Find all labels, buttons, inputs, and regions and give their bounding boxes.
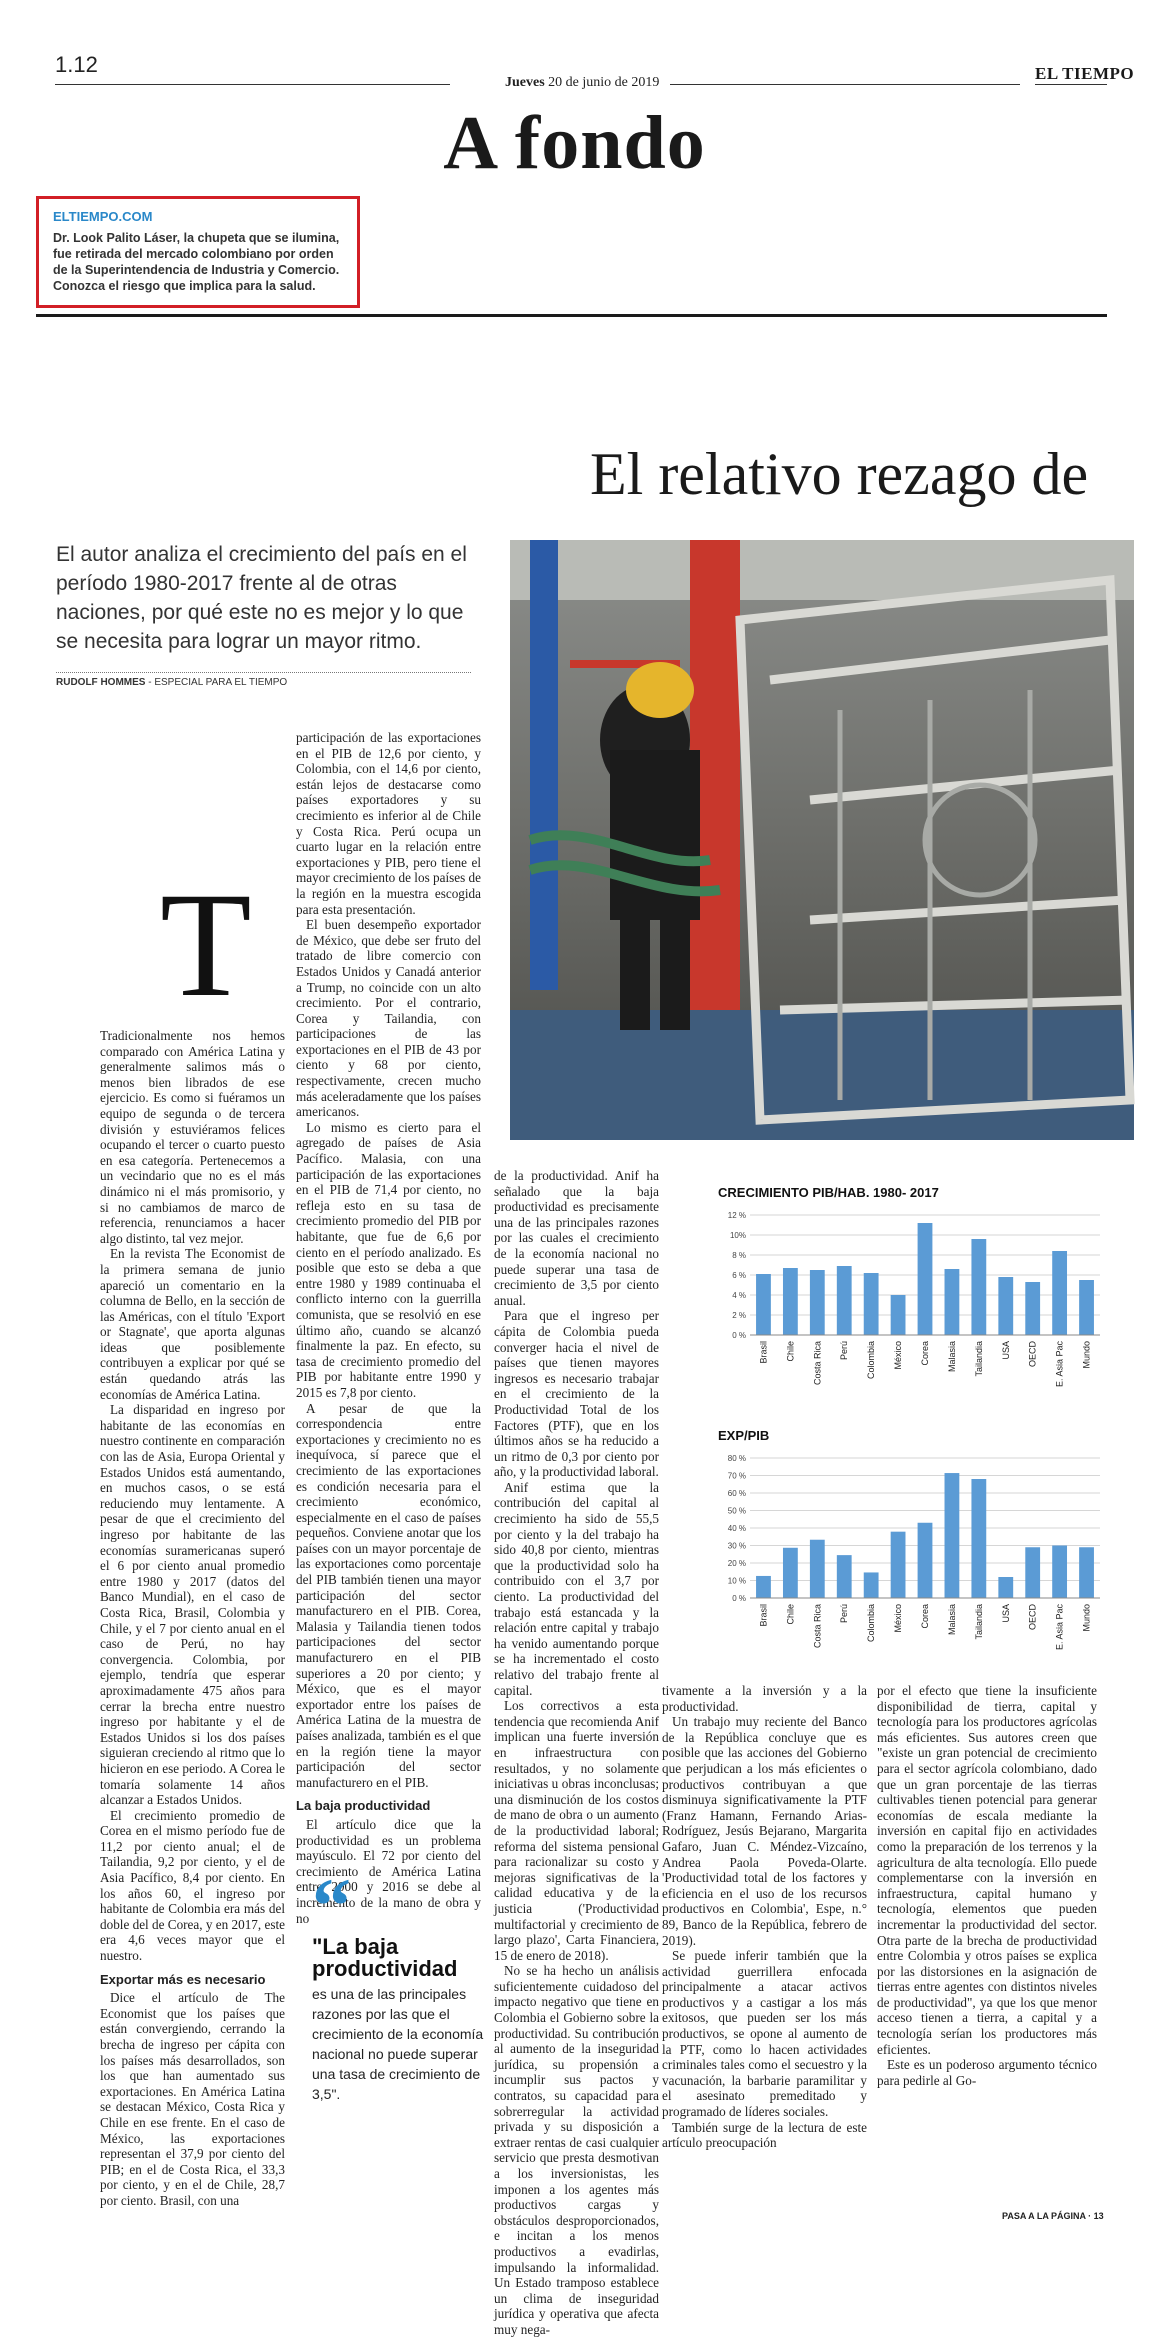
x-tick-label: Brasil <box>758 1341 769 1364</box>
paragraph: La disparidad en ingreso por habitante de las economías en nuestro continente en comparación con las de Asia, Europa Oriental y Estados Unidos está aumentando, en muchos casos, o se está reduciendo muy lentamente. A pesar de que el crecimiento del ingreso por habitante de las economías suramericanas superó el 6 por ciento anual promedio entre 1980 y 2017 (datos del Banco Mundial), en el caso de Costa Rica, Brasil, Colombia y Chile, y el 7 por ciento anual en el caso de Perú, no hay convergencia. Colombia, por ejemplo, tendría que esperar aproximadamente 475 años para cerrar la brecha entre nuestro ingreso por habitante y el de Estados Unidos si los dos países siguieran creciendo al ritmo que lo hicieron en ese periodo. A Corea le tomaría solamente 14 años alcanzar a Estados Unidos. <box>100 1402 285 1808</box>
x-tick-label: Brasil <box>758 1604 769 1627</box>
subhead: La baja productividad <box>296 1798 431 1814</box>
paragraph: tivamente a la inversión y a la productividad. <box>662 1683 867 1714</box>
chart-2-title: EXP/PIB <box>718 1428 770 1443</box>
article-column-1 <box>100 1028 285 2209</box>
paragraph: También surge de la lectura de este artículo preocupación <box>662 2119 867 2151</box>
page-number: 1.12 <box>55 52 98 77</box>
y-tick-label: 8 % <box>732 1251 746 1260</box>
bar-m-xico <box>891 1295 906 1335</box>
promo-text: Dr. Look Palito Láser, la chupeta que se ilumina, fue retirada del mercado colombiano por orden de la Superintendencia de Industria y Comercio. Conozca el riesgo que implica para la salud. <box>53 231 340 293</box>
x-tick-label: Malasia <box>946 1604 957 1636</box>
bar-e-asia-pac <box>1052 1251 1067 1335</box>
bar-colombia <box>864 1273 879 1335</box>
x-tick-label: Colombia <box>866 1604 877 1643</box>
bar-tailandia <box>971 1479 986 1598</box>
y-tick-label: 0 % <box>732 1331 746 1340</box>
y-tick-label: 0 % <box>732 1594 746 1603</box>
x-tick-label: E. Asia Pac <box>1054 1604 1065 1651</box>
y-tick-label: 4 % <box>732 1291 746 1300</box>
subhead: Exportar más es necesario <box>100 1971 266 1987</box>
paragraph: No se ha hecho un análisis suficientemente cuidadoso del impacto negativo que tiene en Colombia el Gobierno sobre la productividad. Su contribución al aumento de la inseguridad jurídica, su propensión a incumplir sus pactos y contratos, su capacidad para sobrerregular la actividad privada y su disposición a extraer rentas de casi cualquier servicio que presta desmotivan a los inversionistas, les imponen a los agentes más productivos cargas y obstáculos desproporcionados, e incitan a los menos productivos a evadirlas, impulsando la informalidad. Un Estado tramposo establece un clima de inseguridad jurídica y operativa que afecta muy nega- <box>494 1963 659 2337</box>
article-column-3 <box>494 1168 659 2338</box>
paragraph: Dice el artículo de The Economist que los países que están convergiendo, cerrando la brecha de ingreso per cápita con los países más desarrollados, son los que han aumentado sus exportaciones. En América Latina se destacan México, Costa Rica y Chile en ese frente. En el caso de México, las exportaciones representan el 37,9 por ciento del PIB; en el de Costa Rica, el 33,3 por ciento, y en el de Chile, 28,7 por ciento. Brasil, con una <box>100 1990 285 2208</box>
header-rule <box>36 314 1107 317</box>
y-tick-label: 10 % <box>727 1576 746 1586</box>
x-tick-label: Tailandia <box>973 1604 984 1640</box>
x-tick-label: Tailandia <box>973 1341 984 1377</box>
bar-malasia <box>945 1473 960 1598</box>
x-tick-label: Chile <box>785 1604 796 1625</box>
x-tick-label: USA <box>1000 1604 1011 1623</box>
drop-cap: T <box>160 862 252 1028</box>
header-rule-mid <box>670 84 1020 85</box>
date-day: Jueves <box>505 75 545 90</box>
bar-corea <box>918 1523 933 1598</box>
quote-mark-icon: “ <box>312 1862 351 1949</box>
bar-corea <box>918 1223 933 1335</box>
chart-2-exports-gdp <box>718 1448 1108 1670</box>
y-tick-label: 60 % <box>727 1489 746 1498</box>
turn-page-note: PASA A LA PÁGINA · 13 <box>1002 2211 1104 2221</box>
bar-chile <box>783 1268 798 1335</box>
bar-brasil <box>756 1576 771 1598</box>
byline <box>56 672 471 688</box>
bar-colombia <box>864 1572 879 1598</box>
section-title: A fondo <box>443 101 706 185</box>
x-tick-label: Mundo <box>1081 1604 1092 1632</box>
paragraph: El artículo dice que la productividad es un problema mayúsculo. El 72 por ciento del crecimiento de América Latina entre 2000 y 2016 se debe al incremento de la mano de obra y no <box>296 1816 481 1926</box>
paragraph: participación de las exportaciones en el PIB de 12,6 por ciento, y Colombia, con el 14,6 por ciento, están lejos de destacarse como países exportadores y su crecimiento es inferior al de Chile y Costa Rica. Perú ocupa un cuarto lugar en la relación entre exportaciones y PIB, pero tiene el mayor crecimiento de los países de la región en la muestra escogida para esta presentación. <box>296 730 481 917</box>
x-tick-label: México <box>893 1341 904 1370</box>
paragraph: En la revista The Economist de la primera semana de junio apareció un comentario en la columna de Bello, en la sección de las Américas, con el título 'Export or Stagnate', que aporta algunas ideas que posiblemente contribuyen a explicar por qué se están quedando atrás las economías de América Latina. <box>100 1246 285 1402</box>
bar-m-xico <box>891 1532 906 1598</box>
paragraph: Los correctivos a esta tendencia que recomienda Anif implican una fuerte inversión en infraestructura con resultados, y no solamente iniciativas u obras inconclusas; una disminución de los costos de mano de obra o un aumento de la productividad laboral; reforma del sistema pensional para racionalizar su costo y mejoras significativas de la calidad educativa y de la justicia ('Productividad multifactorial y crecimiento de largo plazo', Carta Financiera, 15 de enero de 2018). <box>494 1698 659 1963</box>
y-tick-label: 12 % <box>727 1211 746 1220</box>
x-tick-label: Perú <box>839 1604 850 1624</box>
header-rule-left <box>55 84 450 85</box>
bar-per- <box>837 1266 852 1335</box>
x-tick-label: Corea <box>920 1341 930 1366</box>
bar-oecd <box>1025 1282 1040 1335</box>
y-tick-label: 2 % <box>732 1311 746 1320</box>
x-tick-label: Malasia <box>946 1341 957 1373</box>
x-tick-label: Mundo <box>1081 1341 1092 1369</box>
bar-per- <box>837 1555 852 1598</box>
paragraph: Un trabajo muy reciente del Banco de la República concluye que es posible que las acciones del Gobierno que perjudican a los más eficientes o productivos contribuyan a que disminuya significativamente la PTF (Franz Hamann, Fernando Arias-Rodríguez, Jesús Bejarano, Margarita Gafaro, Juan C. Méndez-Vizcaíno, Andrea Paola Poveda-Olarte. 'Productividad total de los factores y eficiencia en el uso de los recursos productivos en Colombia', Espe, n.° 89, Banco de la República, febrero de 2019). <box>662 1714 867 1948</box>
paragraph: Para que el ingreso per cápita de Colombia pueda converger hacia el nivel de países que tienen mayores ingresos es necesario trabajar en el crecimiento de la Productividad Total de los Factores (PTF), que en los últimos años se ha reducido a un ritmo de 0,3 por ciento por año, y la productividad laboral. <box>494 1308 659 1480</box>
y-tick-label: 6 % <box>732 1271 746 1280</box>
pull-quote-lead: "La baja productividad <box>312 1934 458 1981</box>
x-tick-label: OECD <box>1027 1604 1038 1631</box>
bar-usa <box>998 1577 1013 1598</box>
promo-box[interactable] <box>36 196 360 308</box>
paragraph: Anif estima que la contribución del capital al crecimiento ha sido de 55,5 por ciento y la del trabajo ha sido 40,8 por ciento, mientras que la productividad solo ha contribuido con el 3,7 por ciento. La productividad del trabajo está estancada y la relación entre capital y trabajo ha venido aumentando porque se ha incrementado el costo relativo del trabajo frente al capital. <box>494 1479 659 1698</box>
y-tick-label: 70 % <box>727 1471 746 1481</box>
date-rest: 20 de junio de 2019 <box>544 75 660 90</box>
promo-site-link[interactable]: ELTIEMPO.COM <box>53 209 153 224</box>
paragraph: Tradicionalmente nos hemos comparado con América Latina y generalmente salimos más o menos bien librados de ese ejercicio. Es como si fuéramos un equipo de segunda o de tercera división y estuviéramos felices ocupando el tercer o cuarto puesto en esa categoría. Pertenecemos a un vecindario que no es el más dinámico ni el más promisorio, y si no cambiamos de marco de referencia, renunciamos a hacer algo distinto, tal vez mejor. <box>100 1028 285 1246</box>
x-tick-label: E. Asia Pac <box>1054 1341 1065 1388</box>
article-dek: El autor analiza el crecimiento del país en el período 1980-2017 frente al de otras naciones, por qué este no es mejor y lo que se necesita para lograr un mayor ritmo. <box>56 543 467 653</box>
x-tick-label: Corea <box>920 1604 930 1629</box>
x-tick-label: OECD <box>1027 1341 1038 1368</box>
article-headline: El relativo rezago de <box>590 441 1089 507</box>
pull-quote-body: es una de las principales razones por las que el crecimiento de la economía nacional no puede superar una tasa de crecimiento de 3,5". <box>312 1986 484 2102</box>
x-tick-label: Colombia <box>866 1341 877 1380</box>
y-tick-label: 10% <box>729 1231 746 1240</box>
bar-malasia <box>945 1269 960 1335</box>
x-tick-label: Perú <box>839 1341 850 1361</box>
brand-rule <box>1035 84 1107 85</box>
paragraph: Se puede inferir también que la actividad guerrillera enfocada principalmente a atacar activos productivos y a castigar a los más exitosos, que pueden ser los más productivos, se opone al aumento de la PTF, como lo hacen actividades criminales tales como el secuestro y la vacunación, la barbarie paramilitar y el asesinato premeditado y programado de líderes sociales. <box>662 1948 867 2120</box>
paragraph: A pesar de que la correspondencia entre exportaciones y crecimiento no es inequívoca, sí parece que el crecimiento de las exportaciones es condición necesaria para el crecimiento económico, especialmente en el caso de países pequeños. Conviene anotar que los países con un mayor porcentaje de las exportaciones como porcentaje del PIB también tienen una mayor participación del sector manufacturero en el PIB. Corea, Malasia y Tailandia tienen todos participaciones del sector manufacturero en el PIB superiores a 20 por ciento; y México, que es el mayor exportador entre los países de América Latina de la muestra de países analizada, también es el que en la región tiene la mayor participación del sector manufacturero en el PIB. <box>296 1400 481 1790</box>
paragraph: Lo mismo es cierto para el agregado de países de Asia Pacífico. Malasia, con una participación de las exportaciones en el PIB de 71,4 por ciento, no refleja esto en su tasa de crecimiento promedio del PIB por habitante, que fue de 6,6 por ciento en el período analizado. Es posible que esto se deba a que entre 1980 y 1989 continuaba el conflicto interno con la guerrilla comunista, que se resolvió en ese último año, cuando se alcanzó finalmente la paz. En efecto, su tasa de crecimiento promedio del PIB por habitante entre 1990 y 2015 es 7,8 por ciento. <box>296 1119 481 1400</box>
article-column-4 <box>662 1683 867 2151</box>
bar-usa <box>998 1277 1013 1335</box>
bar-e-asia-pac <box>1052 1546 1067 1599</box>
y-tick-label: 50 % <box>727 1506 746 1516</box>
y-tick-label: 20 % <box>727 1559 746 1568</box>
y-tick-label: 30 % <box>727 1541 746 1551</box>
y-tick-label: 40 % <box>727 1524 746 1533</box>
x-tick-label: México <box>893 1604 904 1633</box>
article-photo <box>510 540 1134 1140</box>
bar-mundo <box>1079 1280 1094 1335</box>
byline-name: RUDOLF HOMMES <box>56 677 146 688</box>
byline-role: - ESPECIAL PARA EL TIEMPO <box>145 677 288 688</box>
bar-costa-rica <box>810 1540 825 1598</box>
x-tick-label: Costa Rica <box>812 1604 823 1649</box>
factory-worker-photo <box>510 540 1134 1140</box>
paragraph: por el efecto que tiene la insuficiente disponibilidad de tierra, capital y tecnología para los productores agrícolas más eficientes. Sus autores creen que "existe un gran potencial de crecimiento para el sector agrícola colombiano, dado que un gran porcentaje de las tierras cultivables tienen potencial para generar economías de escala mediante la inversión en capital fijo en actividades como la preparación de los terrenos y la agricultura de alta tecnología. Ello puede complementarse con la inversión en infraestructura, capital humano y tecnología, elementos que pueden incrementar la productividad del sector. Otra parte de la brecha de productividad entre Colombia y otros países se explica por las distorsiones en la asignación de tierras entre agentes con distintos niveles de productividad", ya que los que menor acceso tienen a tierra, a capital y a tecnología serían los productores más eficientes. <box>877 1683 1097 2057</box>
paragraph: Este es un poderoso argumento técnico para pedirle al Go- <box>877 2057 1097 2088</box>
brand-logo: EL TIEMPO <box>1035 64 1135 83</box>
article-column-2 <box>296 730 481 1926</box>
bar-oecd <box>1025 1547 1040 1598</box>
bar-chile <box>783 1548 798 1598</box>
bar-costa-rica <box>810 1270 825 1335</box>
paragraph: de la productividad. Anif ha señalado que la baja productividad es precisamente una de las principales razones por las cuales el crecimiento de la economía nacional no puede superar una tasa de crecimiento de 3,5 por ciento anual. <box>494 1168 659 1308</box>
bar-tailandia <box>971 1239 986 1335</box>
x-tick-label: Costa Rica <box>812 1341 823 1386</box>
bar-mundo <box>1079 1547 1094 1598</box>
bar-brasil <box>756 1274 771 1335</box>
chart-1-gdp-growth <box>718 1205 1108 1410</box>
y-tick-label: 80 % <box>727 1454 746 1463</box>
paragraph: El crecimiento promedio de Corea en el mismo período fue de 11,2 por ciento anual; el de Tailandia, 9,2 por ciento, y el de Asia Pacífico, 8,4 por ciento. En los años 60, el ingreso por habitante de Colombia era más del doble del de Corea, y en 2017, este era 4,6 veces mayor que el nuestro. <box>100 1807 285 1964</box>
x-tick-label: Chile <box>785 1341 796 1362</box>
chart-1-title: CRECIMIENTO PIB/HAB. 1980- 2017 <box>718 1185 939 1200</box>
date-line <box>505 75 659 91</box>
paragraph: El buen desempeño exportador de México, que debe ser fruto del tratado de libre comercio con Estados Unidos y Canadá anterior a Trump, no coincide con un alto crecimiento. Por el contrario, Corea y Tailandia, con participaciones de las exportaciones en el PIB de 43 por ciento y 68 por ciento, respectivamente, crecen mucho más aceleradamente que los países americanos. <box>296 917 481 1120</box>
x-tick-label: USA <box>1000 1341 1011 1360</box>
article-column-5 <box>877 1683 1097 2088</box>
